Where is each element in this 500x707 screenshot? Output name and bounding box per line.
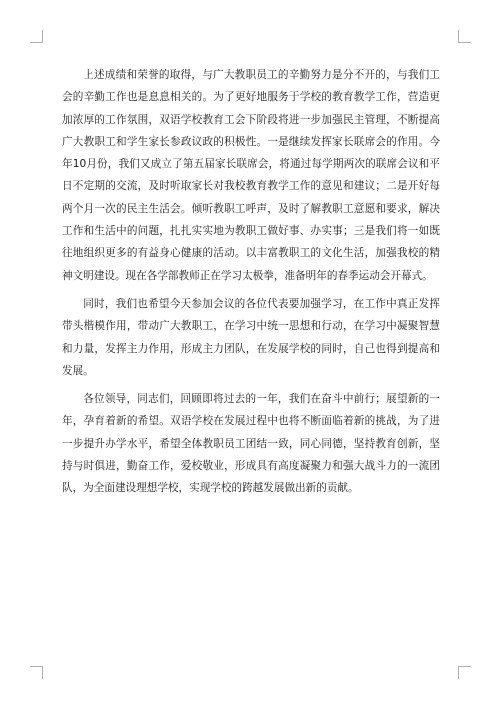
paragraph-3: 各位领导，同志们，回顾即将过去的一年，我们在奋斗中前行；展望新的一年，孕育着新的希望。双语学校在发展过程中也将不断面临着新的挑战，为了进一步提升办学水平，希望全体教职员工团结一致，同心同德，坚持教育创新，坚持与时俱进，勤奋工作，爱校敬业，形成具有高度凝聚力和强大战斗力的一流团队，为全面建设理想学校，实现学校的跨越发展做出新的贡献。 bbox=[62, 393, 440, 495]
document-body bbox=[62, 64, 440, 506]
crop-mark-bottom-right bbox=[458, 666, 471, 679]
crop-mark-top-left bbox=[30, 30, 43, 43]
paragraph-2: 同时，我们也希望今天参加会议的各位代表要加强学习，在工作中真正发挥带头楷模作用，带动广大教职工，在学习中统一思想和行动，在学习中凝聚智慧和力量，发挥主力作用，形成主力团队，在发展学校的同时，自己也得到提高和发展。 bbox=[62, 297, 440, 377]
crop-mark-top-right bbox=[458, 30, 471, 43]
crop-mark-bottom-left bbox=[30, 666, 43, 679]
paragraph-1: 上述成绩和荣誉的取得，与广大教职员工的辛勤努力是分不开的，与我们工会的辛勤工作也是息息相关的。为了更好地服务于学校的教育教学工作，营造更加浓厚的工作氛围，双语学校教育工会下阶段将进一步加强民主管理，不断提高广大教职工和学生家长参政议政的积极性。一是继续发挥家长联席会的作用。今年10月份，我们又成立了第五届家长联席会，将通过每学期两次的联席会议和平日不定期的交流，及时听取家长对我校教育教学工作的意见和建议；二是开好每两个月一次的民主生活会。倾听教职工呼声，及时了解教职工意愿和要求，解决工作和生活中的问题，扎扎实实地为教职工做好事、办实事；三是我们将一如既往地组织更多的有益身心健康的活动。以丰富教职工的文化生活，加强我校的精神文明建设。现在各学部教师正在学习太极拳，准备明年的春季运动会开幕式。 bbox=[62, 69, 440, 282]
